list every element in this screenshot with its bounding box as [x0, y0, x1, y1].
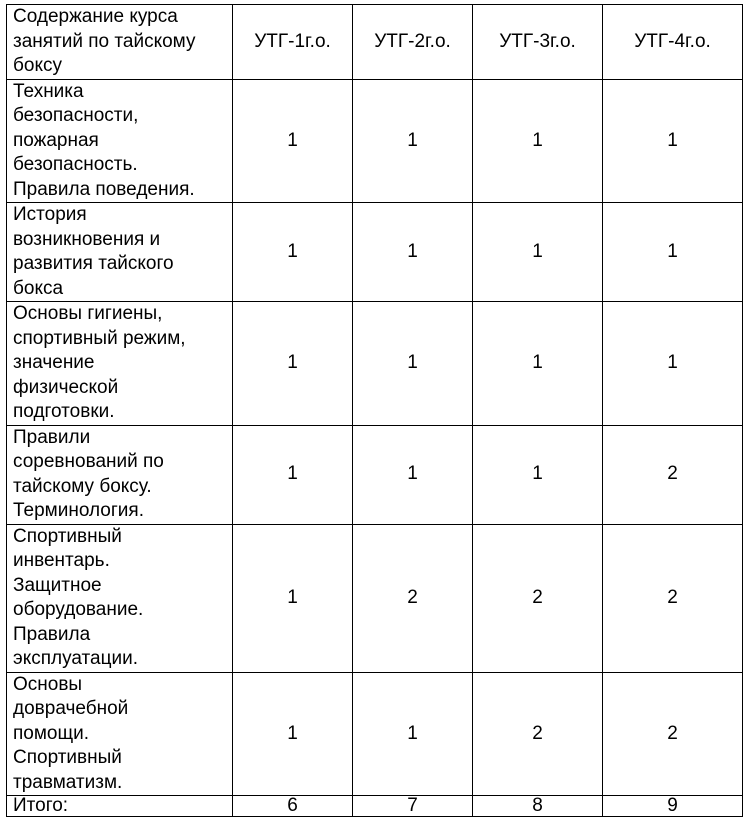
hours-cell: 1	[473, 425, 603, 524]
row-topic: Основы гигиены, спортивный режим, значение физической подготовки.	[7, 302, 233, 426]
hours-cell: 1	[353, 672, 473, 796]
row-topic: Основы доврачебной помощи. Спортивный травматизм.	[7, 672, 233, 796]
hours-cell: 1	[233, 524, 353, 672]
header-utg-2: УТГ-2г.о.	[353, 5, 473, 80]
hours-cell: 1	[353, 425, 473, 524]
row-topic: Техника безопасности, пожарная безопасность. Правила поведения.	[7, 79, 233, 203]
hours-cell: 1	[473, 203, 603, 302]
total-cell: 6	[233, 796, 353, 817]
header-utg-4: УТГ-4г.о.	[603, 5, 743, 80]
hours-cell: 1	[233, 203, 353, 302]
header-topic: Содержание курса занятий по тайскому боксу	[7, 5, 233, 80]
hours-cell: 1	[473, 302, 603, 426]
hours-cell: 1	[603, 79, 743, 203]
hours-cell: 1	[233, 79, 353, 203]
hours-cell: 1	[353, 203, 473, 302]
total-label: Итого:	[7, 796, 233, 817]
hours-cell: 1	[353, 79, 473, 203]
table-row	[7, 79, 743, 203]
total-cell: 7	[353, 796, 473, 817]
total-cell: 9	[603, 796, 743, 817]
curriculum-table	[6, 4, 743, 817]
row-topic: История возникновения и развития тайского бокса	[7, 203, 233, 302]
hours-cell: 1	[233, 672, 353, 796]
total-row	[7, 796, 743, 817]
hours-cell: 1	[353, 302, 473, 426]
hours-cell: 2	[603, 425, 743, 524]
hours-cell: 2	[473, 672, 603, 796]
hours-cell: 2	[353, 524, 473, 672]
table-row	[7, 672, 743, 796]
header-row	[7, 5, 743, 80]
hours-cell: 2	[603, 672, 743, 796]
hours-cell: 1	[233, 425, 353, 524]
table-row	[7, 302, 743, 426]
header-utg-3: УТГ-3г.о.	[473, 5, 603, 80]
hours-cell: 2	[603, 524, 743, 672]
table-row	[7, 524, 743, 672]
row-topic: Правили соревнований по тайскому боксу. Терминология.	[7, 425, 233, 524]
hours-cell: 1	[603, 302, 743, 426]
row-topic: Спортивный инвентарь. Защитное оборудование. Правила эксплуатации.	[7, 524, 233, 672]
table-row	[7, 203, 743, 302]
header-utg-1: УТГ-1г.о.	[233, 5, 353, 80]
hours-cell: 1	[233, 302, 353, 426]
table-row	[7, 425, 743, 524]
total-cell: 8	[473, 796, 603, 817]
hours-cell: 2	[473, 524, 603, 672]
hours-cell: 1	[603, 203, 743, 302]
hours-cell: 1	[473, 79, 603, 203]
